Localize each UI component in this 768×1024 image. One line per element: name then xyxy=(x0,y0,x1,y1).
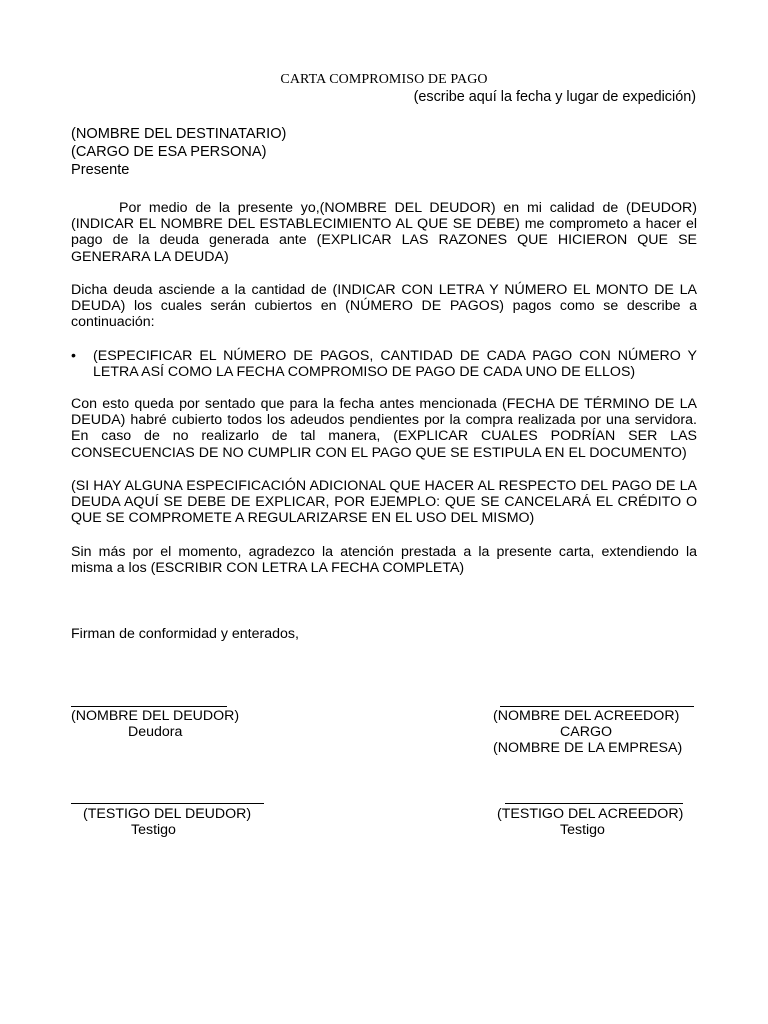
paragraph-closing: Sin más por el momento, agradezco la atención prestada a la presente carta, extendiendo la misma a los (ESCRIBIR CON LETRA LA FECHA COMPLETA) xyxy=(71,544,697,577)
creditor-signature-line xyxy=(500,706,694,707)
debtor-witness-name: (TESTIGO DEL DEUDOR) xyxy=(83,806,252,822)
recipient-name: (NOMBRE DEL DESTINATARIO) xyxy=(71,126,287,142)
closing-line: Firman de conformidad y enterados, xyxy=(71,626,299,642)
debtor-name: (NOMBRE DEL DEUDOR) xyxy=(71,708,240,724)
paragraph-amount: Dicha deuda asciende a la cantidad de (INDICAR CON LETRA Y NÚMERO EL MONTO DE LA DEUDA) los cuales serán cubiertos en (NÚMERO DE PAGOS) pagos como se describe a continuación: xyxy=(71,282,697,331)
paragraph-consequences: Con esto queda por sentado que para la fecha antes mencionada (FECHA DE TÉRMINO DE LA DEUDA) habré cubierto todos los adeudos pendientes por la compra realizada por una servidora. En caso de no realizarlo de tal manera, (EXPLICAR CUALES PODRÍAN SER LAS CONSECUENCIAS DE NO CUMPLIR CON EL PAGO QUE SE ESTIPULA EN EL DOCUMENTO) xyxy=(71,396,697,461)
debtor-witness-signature-line xyxy=(71,803,264,804)
recipient-presente: Presente xyxy=(71,162,130,178)
creditor-witness-signature-line xyxy=(505,803,683,804)
creditor-role: CARGO xyxy=(560,724,613,740)
creditor-name: (NOMBRE DEL ACREEDOR) xyxy=(493,708,680,724)
debtor-role: Deudora xyxy=(128,724,183,740)
creditor-company: (NOMBRE DE LA EMPRESA) xyxy=(493,740,683,756)
debtor-witness-role: Testigo xyxy=(131,822,176,838)
creditor-witness-name: (TESTIGO DEL ACREEDOR) xyxy=(497,806,684,822)
document-title: CARTA COMPROMISO DE PAGO xyxy=(280,72,488,87)
paragraph-additional: (SI HAY ALGUNA ESPECIFICACIÓN ADICIONAL QUE HACER AL RESPECTO DEL PAGO DE LA DEUDA AQUÍ SE DEBE DE EXPLICAR, POR EJEMPLO: QUE SE CANCELARÁ EL CRÉDITO O QUE SE COMPROMETE A REGULARIZARSE EN EL USO DEL MISMO) xyxy=(71,478,697,527)
recipient-block xyxy=(71,125,286,179)
recipient-position: (CARGO DE ESA PERSONA) xyxy=(71,144,267,160)
creditor-witness-role: Testigo xyxy=(560,822,605,838)
payment-schedule-text: (ESPECIFICAR EL NÚMERO DE PAGOS, CANTIDAD DE CADA PAGO CON NÚMERO Y LETRA ASÍ COMO LA FECHA COMPROMISO DE PAGO DE CADA UNO DE ELLOS) xyxy=(93,348,697,381)
payment-list-item xyxy=(71,348,697,380)
debtor-signature-line xyxy=(71,706,227,707)
date-place-placeholder: (escribe aquí la fecha y lugar de expedición) xyxy=(413,89,696,105)
paragraph-commitment: Por medio de la presente yo,(NOMBRE DEL DEUDOR) en mi calidad de (DEUDOR) (INDICAR EL NOMBRE DEL ESTABLECIMIENTO AL QUE SE DEBE) me comprometo a hacer el pago de la deuda generada ante (EXPLICAR LAS RAZONES QUE HICIERON QUE SE GENERARA LA DEUDA) xyxy=(71,200,697,265)
bullet-icon: • xyxy=(71,348,76,364)
